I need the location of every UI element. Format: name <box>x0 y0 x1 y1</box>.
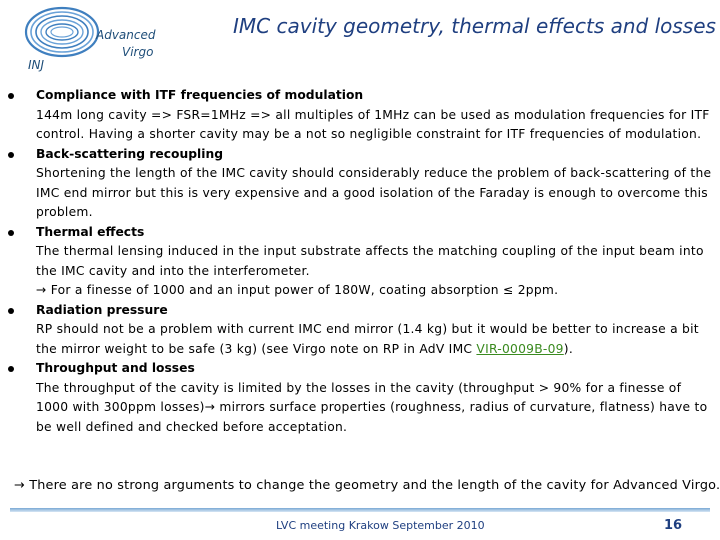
item-text <box>36 320 716 359</box>
logo-inj-label: INJ <box>28 58 45 72</box>
footer-divider <box>10 508 710 512</box>
list-item <box>8 145 716 223</box>
advanced-virgo-logo <box>18 4 156 72</box>
item-heading: Throughput and losses <box>36 361 195 375</box>
item-text: The throughput of the cavity is limited by the losses in the cavity (throughput > 90% for a finesse of 1000 with 300ppm losses)→ mirrors surface properties (roughness, radius of curvature, flatness) have to be well defined and checked before acceptation. <box>36 380 708 434</box>
item-heading: Radiation pressure <box>36 302 168 317</box>
item-heading: Thermal effects <box>36 224 145 239</box>
page-number: 16 <box>664 518 683 533</box>
item-heading: Back-scattering recoupling <box>36 146 224 161</box>
item-heading: Compliance with ITF frequencies of modulation <box>36 88 364 102</box>
item-note: → For a finesse of 1000 and an input power of 180W, coating absorption ≤ 2ppm. <box>36 283 559 297</box>
bullet-dot-icon <box>8 93 14 99</box>
conclusion-text: → There are no strong arguments to change the geometry and the length of the cavity for Advanced Virgo. <box>14 478 720 493</box>
item-text: The thermal lensing induced in the input substrate affects the matching coupling of the input beam into the IMC cavity and into the interferometer. <box>36 244 704 278</box>
bullet-dot-icon <box>8 366 14 372</box>
logo-word-virgo: Virgo <box>122 45 154 59</box>
item-text: 144m long cavity => FSR=1MHz => all multiples of 1MHz can be used as modulation frequencies for ITF control. Having a shorter cavity may be a not so negligible constraint for ITF frequencies of modulation. <box>36 107 710 141</box>
bullet-list <box>8 86 716 437</box>
virgo-logo-icon <box>18 4 108 66</box>
bullet-dot-icon <box>8 308 14 314</box>
bullet-dot-icon <box>8 230 14 236</box>
virgo-note-link[interactable]: VIR-0009B-09 <box>476 341 564 356</box>
item-text-start: RP should not be a problem with current IMC end mirror (1.4 kg) but it would be better to increase a bit the mirror weight to be safe (3 kg) (see Virgo note on RP in AdV IMC <box>36 322 699 356</box>
list-item <box>8 86 716 145</box>
item-text: Shortening the length of the IMC cavity should considerably reduce the problem of back-scattering of the IMC end mirror but this is very expensive and a good isolation of the Faraday is enough to overcome this problem. <box>36 166 712 219</box>
item-text-end: ). <box>563 341 573 356</box>
bullet-dot-icon <box>8 152 14 158</box>
logo-word-advanced: Advanced <box>96 28 156 42</box>
list-item <box>8 301 716 360</box>
footer-meeting: LVC meeting Krakow September 2010 <box>276 519 485 532</box>
list-item <box>8 359 716 437</box>
slide-title: IMC cavity geometry, thermal effects and losses <box>233 14 716 38</box>
list-item <box>8 223 716 301</box>
